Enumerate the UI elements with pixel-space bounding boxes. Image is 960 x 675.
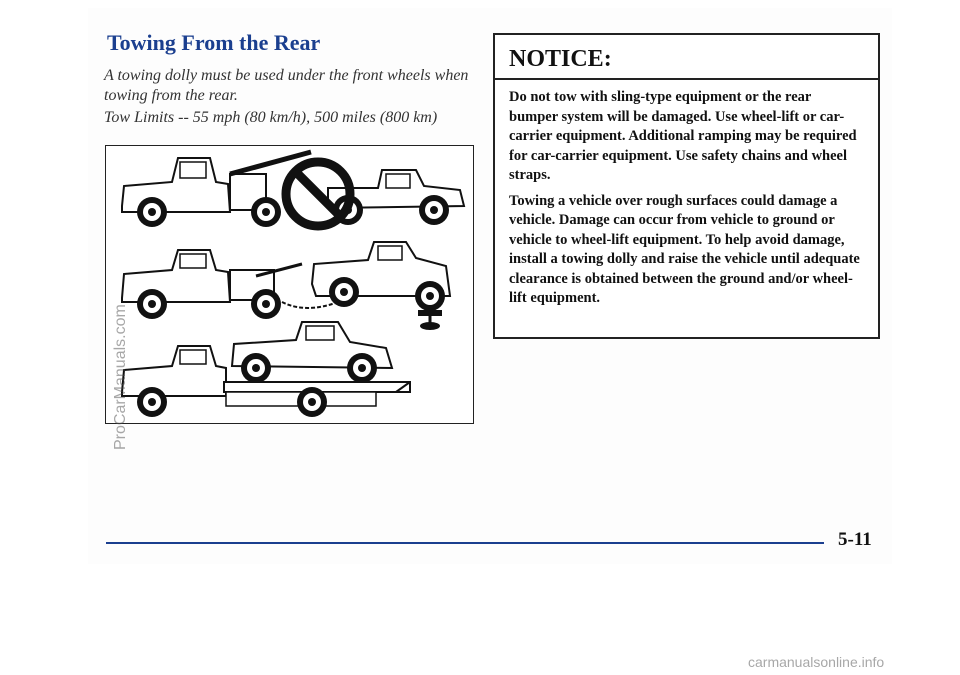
notice-box: [493, 33, 880, 339]
wheel-lift-icon: [122, 250, 338, 319]
lifted-pickup-icon: [312, 242, 450, 311]
sling-tow-scene: [122, 152, 464, 227]
notice-body: [495, 80, 878, 309]
notice-heading: NOTICE:: [495, 35, 878, 80]
page-number: 5-11: [838, 529, 872, 550]
intro-text: A towing dolly must be used under the front wheels when towing from the rear.: [104, 67, 469, 104]
watermark-bottom: carmanualsonline.info: [748, 654, 885, 670]
section-title: Towing From the Rear: [107, 30, 321, 55]
carrier-pickup-icon: [232, 322, 392, 383]
towing-illustration: [105, 145, 474, 424]
towing-illustration-svg: [106, 146, 473, 423]
wheel-lift-scene: [122, 242, 450, 330]
tow-limits-text: Tow Limits -- 55 mph (80 km/h), 500 miles (800 km): [104, 109, 438, 126]
car-carrier-scene: [122, 322, 410, 417]
towing-dolly-icon: [418, 310, 442, 330]
notice-paragraph-2: Towing a vehicle over rough surfaces could damage a vehicle. Damage can occur from vehicle to ground or vehicle to wheel-lift equipment. To help avoid damage, install a towing dolly and raise the vehicle until adequate clearance is obtained between the ground and/or wheel-lift equipment.: [509, 192, 860, 306]
footer-rule: [106, 542, 824, 544]
notice-paragraph-1: Do not tow with sling-type equipment or the rear bumper system will be damaged. Use wheel-lift or car-carrier equipment. Additional ramping may be required for car-carrier equipment. Use safety chains and wheel straps.: [509, 89, 857, 183]
watermark-left: ProCarManuals.com: [112, 304, 129, 450]
